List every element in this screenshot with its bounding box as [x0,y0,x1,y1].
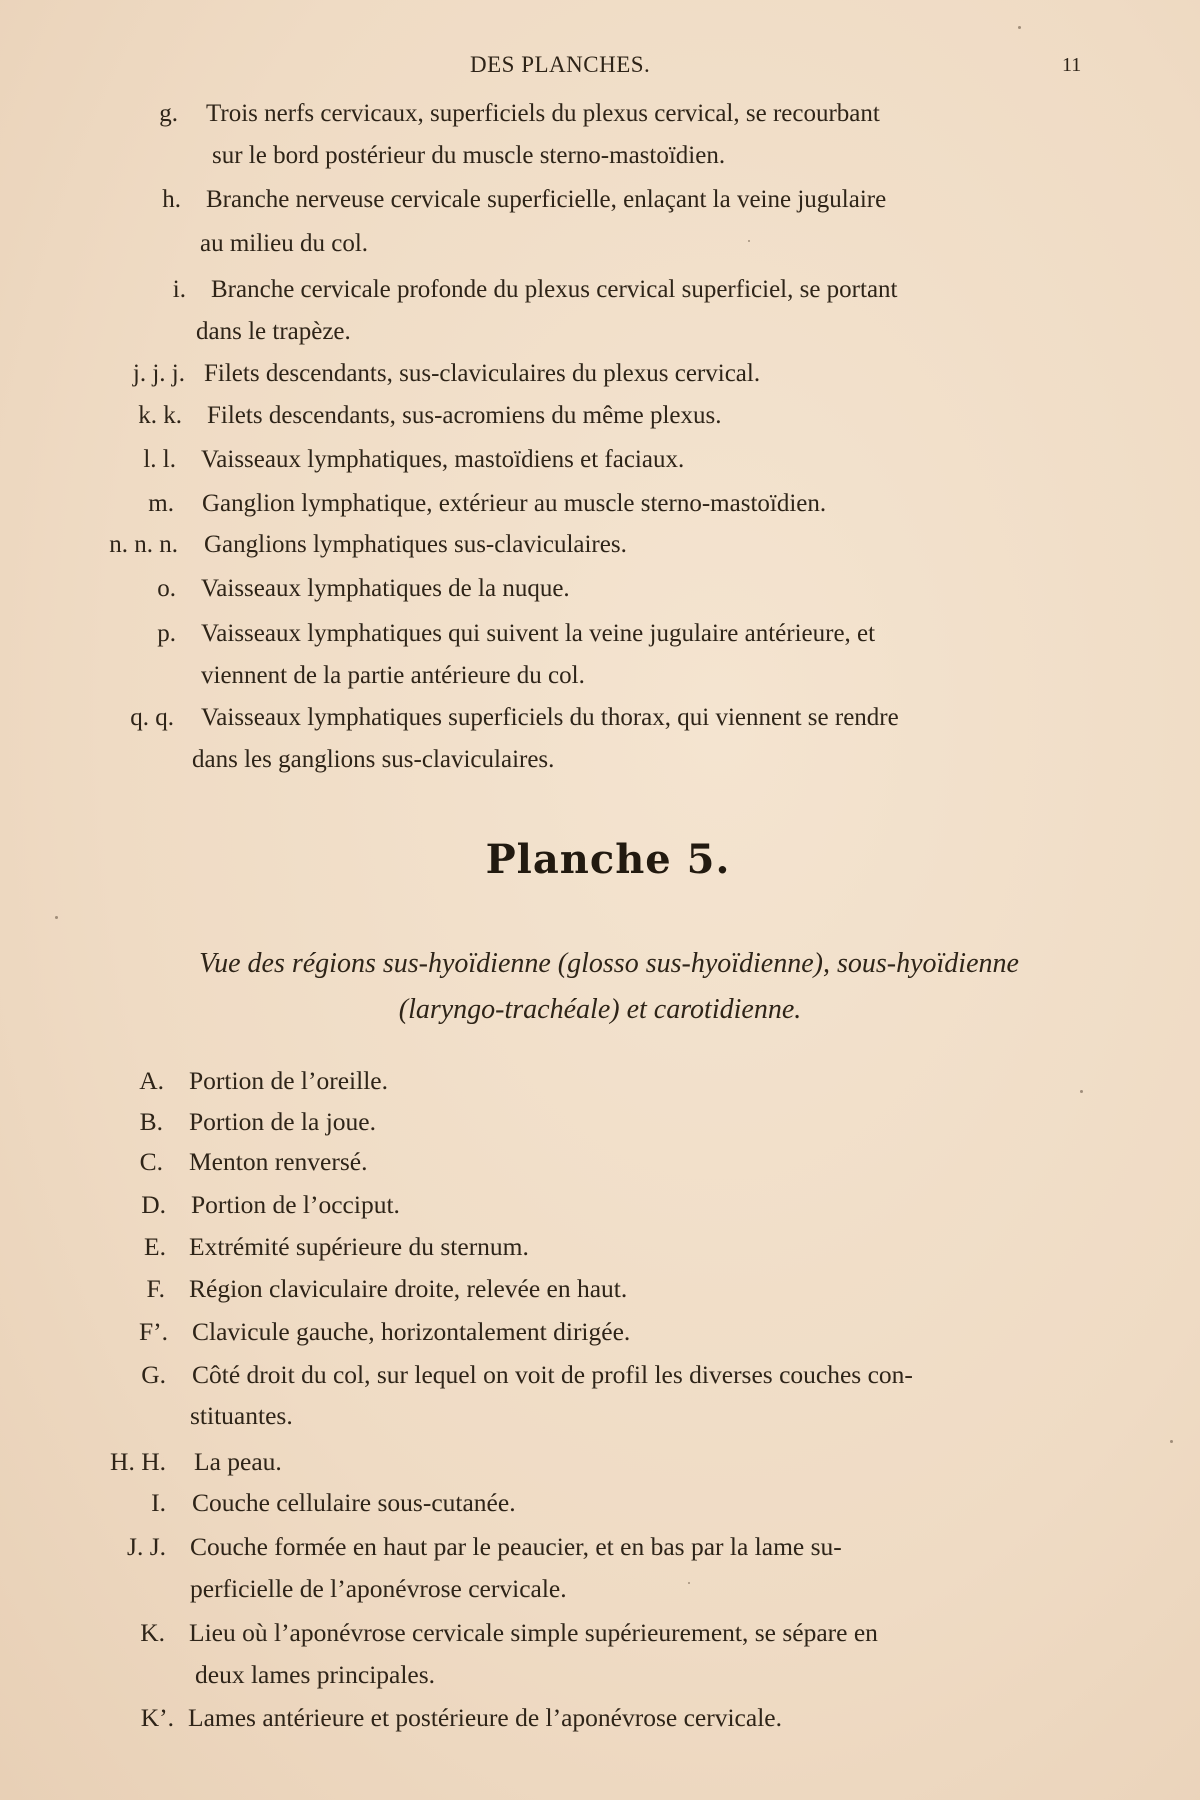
entry-letter: n. n. n. [109,531,178,558]
entry-text: Portion de l’oreille. [189,1066,388,1095]
entry-letter: p. [157,620,176,647]
paper-speck [1170,1440,1173,1443]
entry-text: Vaisseaux lymphatiques qui suivent la veine jugulaire antérieure, et [201,620,876,647]
entry-letter: g. [159,100,178,127]
entry-text: Trois nerfs cervicaux, superficiels du plexus cervical, se recourbant [206,100,880,127]
entry-text: Couche cellulaire sous-cutanée. [192,1488,516,1517]
entry-text: Branche cervicale profonde du plexus cervical superficiel, se portant [211,276,898,303]
entry-letter: i. [172,276,186,303]
entry-text: Vaisseaux lymphatiques, mastoïdiens et faciaux. [201,446,685,473]
entry-letter: K’. [140,1703,174,1732]
entry-continuation: deux lames principales. [195,1660,436,1689]
entry-letter: m. [148,490,174,517]
entry-letter: B. [139,1107,163,1136]
entry-text: Région claviculaire droite, relevée en haut. [189,1274,628,1303]
entry-text: Menton renversé. [189,1147,368,1176]
entry-letter: D. [141,1190,166,1219]
entry-text: Côté droit du col, sur lequel on voit de profil les diverses couches con- [192,1360,913,1389]
entry-letter: C. [139,1147,163,1176]
entry-letter: q. q. [130,704,174,731]
plate-subtitle-line-1: Vue des régions sus-hyoïdienne (glosso sus-hyoïdienne), sous-hyoïdienne [199,948,1019,979]
entry-text: Vaisseaux lymphatiques de la nuque. [201,575,570,602]
entry-text: Lames antérieure et postérieure de l’aponévrose cervicale. [188,1703,782,1732]
paper-speck [748,240,750,242]
entry-text: Lieu où l’aponévrose cervicale simple supérieurement, se sépare en [189,1618,878,1647]
entry-letter: J. J. [127,1532,166,1561]
entry-continuation: dans les ganglions sus-claviculaires. [192,746,555,773]
entry-text: La peau. [194,1447,282,1476]
running-title: DES PLANCHES. [470,52,651,77]
paper-speck [1080,1090,1083,1093]
entry-text: Vaisseaux lymphatiques superficiels du thorax, qui viennent se rendre [201,704,899,731]
entry-text: Ganglions lymphatiques sus-claviculaires. [204,531,627,558]
entry-letter: K. [140,1618,165,1647]
entry-letter: F. [146,1274,165,1303]
entry-text: Couche formée en haut par le peaucier, et en bas par la lame su- [190,1532,842,1561]
plate-subtitle-line-2: (laryngo-trachéale) et carotidienne. [398,994,802,1025]
entry-text: Portion de la joue. [189,1107,376,1136]
entry-text: Filets descendants, sus-acromiens du même plexus. [207,402,722,429]
entry-continuation: au milieu du col. [200,230,369,257]
entry-continuation: dans le trapèze. [196,318,351,345]
entry-text: Extrémité supérieure du sternum. [189,1232,529,1261]
entry-continuation: stituantes. [190,1401,293,1430]
page-number: 11 [1062,54,1082,76]
entry-letter: I. [151,1488,166,1517]
entry-text: Filets descendants, sus-claviculaires du plexus cervical. [204,360,761,387]
entry-continuation: sur le bord postérieur du muscle sterno-mastoïdien. [212,142,726,169]
page-header [0,52,1200,82]
paper-speck [688,1582,690,1584]
paper-speck [55,916,58,919]
entry-letter: j. j. j. [132,360,185,387]
entry-letter: G. [141,1360,166,1389]
entry-text: Clavicule gauche, horizontalement dirigée. [192,1317,631,1346]
entry-letter: A. [139,1066,164,1095]
entry-letter: H. H. [110,1447,166,1476]
entry-letter: F’. [138,1317,168,1346]
plate-title: Planche 5. [485,836,731,883]
entry-letter: o. [157,575,176,602]
entry-letter: k. k. [138,402,182,429]
entry-continuation: viennent de la partie antérieure du col. [201,662,585,689]
entry-continuation: perficielle de l’aponévrose cervicale. [190,1574,567,1603]
entry-text: Portion de l’occiput. [191,1190,400,1219]
entry-letter: l. l. [143,446,176,473]
entry-letter: E. [144,1232,166,1261]
paper-speck [1018,26,1021,29]
entry-letter: h. [162,186,181,213]
entry-text: Branche nerveuse cervicale superficielle, enlaçant la veine jugulaire [206,186,887,213]
entry-text: Ganglion lymphatique, extérieur au muscle sterno-mastoïdien. [202,490,827,517]
